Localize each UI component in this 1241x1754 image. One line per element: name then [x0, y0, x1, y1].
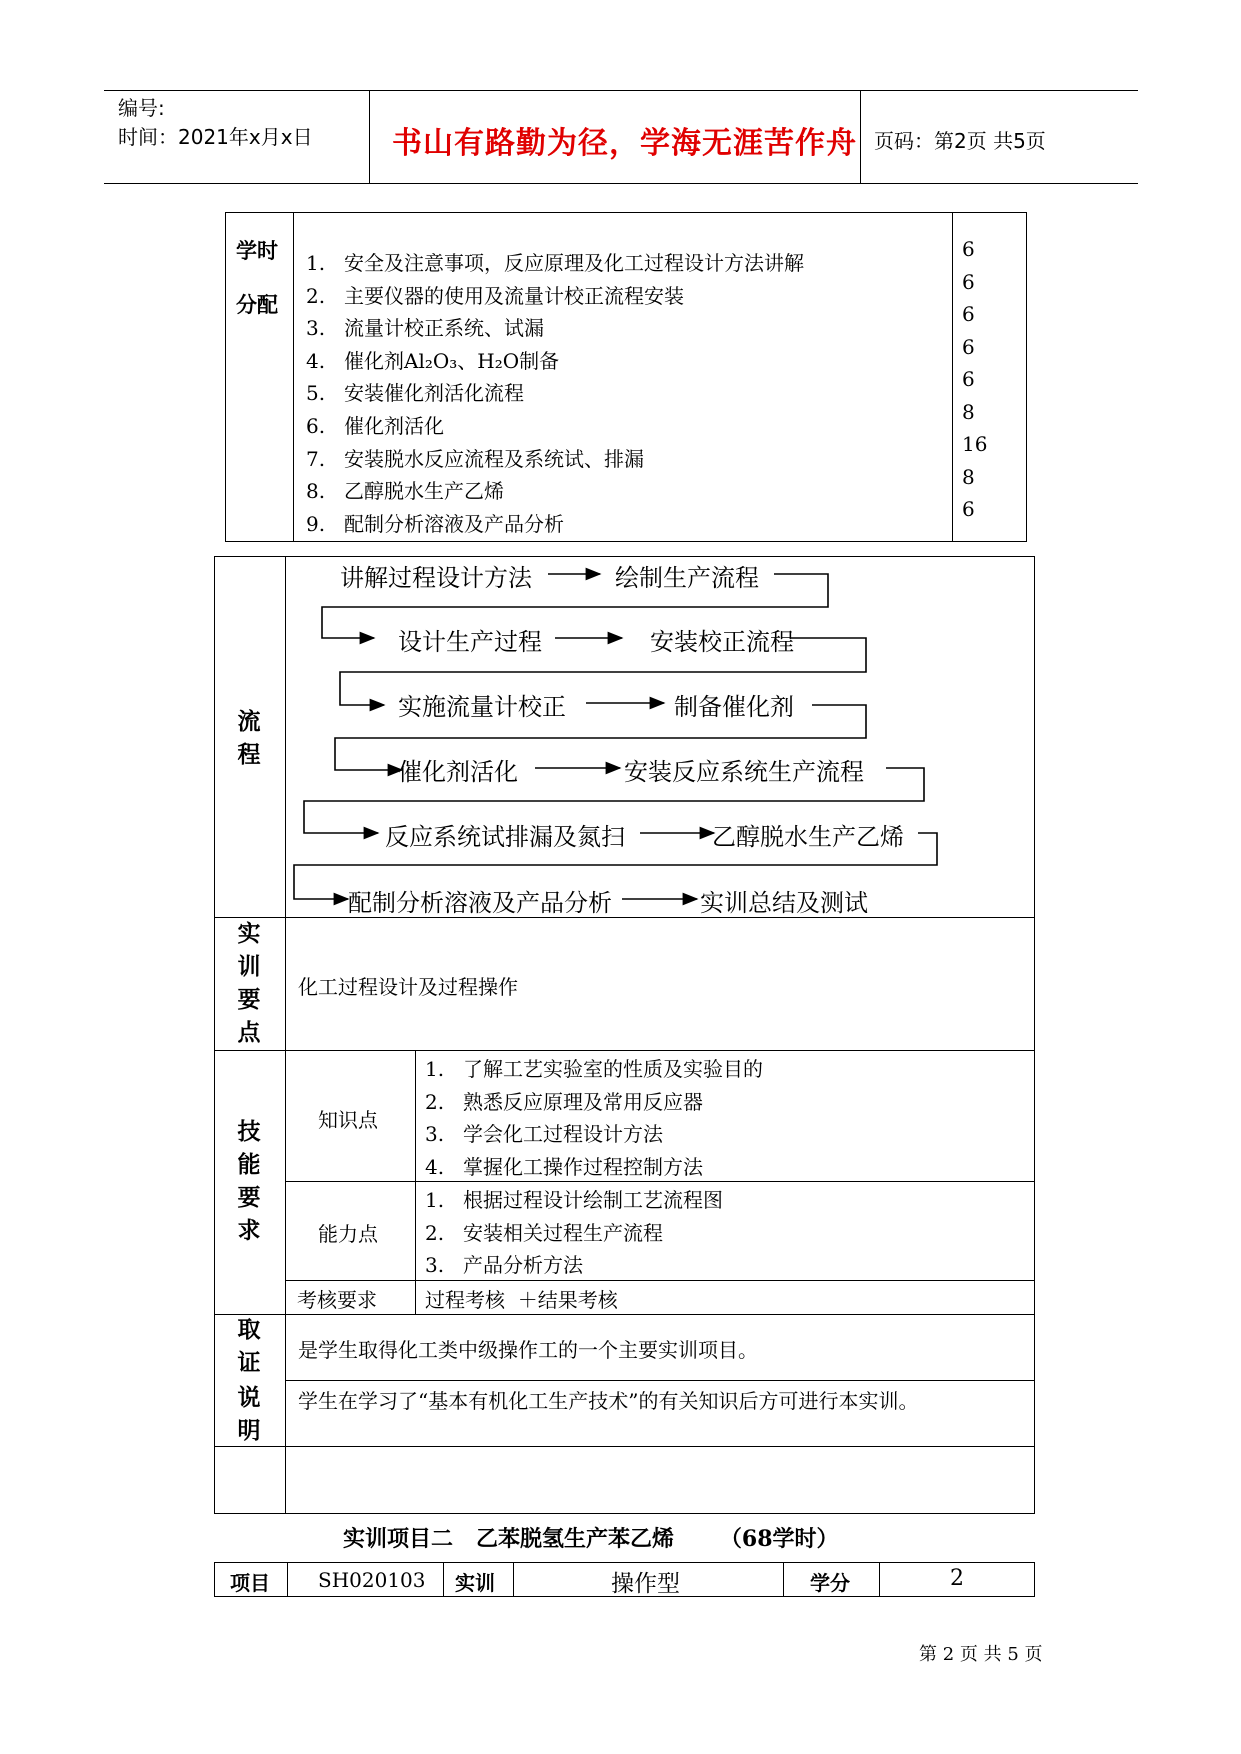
- knowledge-label: 知识点: [318, 1108, 378, 1132]
- hours-value: 6: [962, 367, 975, 391]
- item-number: 9.: [306, 511, 326, 536]
- item-text: 流量计校正系统、试漏: [344, 316, 544, 341]
- hours-value: 8: [962, 464, 975, 489]
- list-item: [425, 1053, 763, 1086]
- project-code: SH020103: [318, 1568, 426, 1592]
- item-text: 催化剂Al₂O₃、H₂O制备: [344, 348, 560, 373]
- document-time-label: 时间：2021年x月x日: [118, 125, 313, 149]
- notes-text: 学生在学习了“基本有机化工生产技术”的有关知识后方可进行本实训。: [298, 1389, 919, 1413]
- certificate-text: 是学生取得化工类中级操作工的一个主要实训项目。: [298, 1338, 758, 1362]
- hours-value: 6: [962, 334, 975, 359]
- label-char: 明: [237, 1418, 261, 1444]
- item-text: 催化剂活化: [344, 413, 444, 438]
- item-number: 3.: [306, 316, 326, 341]
- ability-list: [425, 1184, 723, 1282]
- item-number: 1.: [425, 1057, 445, 1081]
- flow-step: 实训总结及测试: [700, 889, 868, 917]
- label-char: 求: [237, 1218, 261, 1244]
- hours-label-line1: 学时: [236, 239, 278, 263]
- notes-label: [229, 1382, 269, 1448]
- hours-label-line2: 分配: [236, 293, 278, 317]
- item-number: 5.: [306, 381, 326, 406]
- item-text: 安装相关过程生产流程: [463, 1220, 663, 1245]
- assessment-label: 考核要求: [297, 1288, 377, 1312]
- label-char: 点: [237, 1020, 261, 1046]
- project-item-label: 项目: [230, 1571, 270, 1595]
- flow-step: 乙醇脱水生产乙烯: [712, 823, 904, 851]
- label-char: 能: [237, 1152, 261, 1178]
- flow-step: 安装反应系统生产流程: [624, 758, 864, 786]
- label-char: 说: [237, 1385, 261, 1411]
- list-item: [425, 1249, 723, 1282]
- item-text: 安装催化剂活化流程: [344, 381, 524, 406]
- project-credit-label: 学分: [810, 1571, 850, 1595]
- item-number: 1.: [425, 1188, 445, 1212]
- item-number: 3.: [425, 1253, 445, 1277]
- item-number: 4.: [425, 1154, 445, 1179]
- hours-value: 6: [962, 497, 975, 521]
- hours-value: 6: [962, 302, 975, 326]
- document-number-label: 编号:: [118, 96, 165, 120]
- list-item: [425, 1217, 723, 1250]
- knowledge-list: [425, 1053, 763, 1183]
- ability-label: 能力点: [318, 1222, 378, 1246]
- flow-step: 安装校正流程: [650, 628, 794, 656]
- flow-step: 设计生产过程: [398, 628, 542, 656]
- flow-step: 实施流量计校正: [398, 693, 566, 721]
- assessment-text: 过程考核 ＋结果考核: [425, 1288, 618, 1312]
- project-type-value: 操作型: [611, 1571, 680, 1597]
- item-text: 主要仪器的使用及流量计校正流程安装: [344, 283, 684, 308]
- item-text: 掌握化工操作过程控制方法: [463, 1154, 703, 1179]
- item-number: 8.: [306, 479, 326, 504]
- item-text: 了解工艺实验室的性质及实验目的: [463, 1057, 763, 1081]
- flow-step: 讲解过程设计方法: [340, 564, 532, 592]
- label-char: 要: [237, 987, 261, 1013]
- item-number: 2.: [425, 1220, 445, 1245]
- header-motto: 书山有路勤为径，学海无涯苦作舟: [392, 126, 857, 161]
- hours-value: 8: [962, 399, 975, 424]
- certificate-label: [229, 1314, 269, 1380]
- label-char: 证: [237, 1350, 261, 1376]
- list-item: [425, 1184, 723, 1217]
- skills-label: [229, 1116, 269, 1248]
- list-item: [425, 1151, 763, 1184]
- item-text: 乙醇脱水生产乙烯: [344, 479, 504, 504]
- flow-step: 制备催化剂: [674, 693, 794, 721]
- keypoints-label: [229, 918, 269, 1050]
- hours-value: 6: [962, 237, 975, 261]
- item-number: 1.: [306, 251, 326, 275]
- label-char: 实: [237, 921, 261, 947]
- item-text: 配制分析溶液及产品分析: [344, 511, 564, 536]
- item-number: 2.: [425, 1089, 445, 1114]
- page-code-label: 页码：第2页 共5页: [874, 129, 1046, 153]
- label-char: 取: [237, 1317, 261, 1343]
- item-number: 7.: [306, 446, 326, 471]
- item-number: 2.: [306, 283, 326, 308]
- keypoints-text: 化工过程设计及过程操作: [298, 975, 518, 999]
- label-char: 要: [237, 1185, 261, 1211]
- item-number: 6.: [306, 413, 326, 438]
- flow-step: 催化剂活化: [398, 758, 518, 786]
- item-number: 3.: [425, 1122, 445, 1146]
- item-text: 安装脱水反应流程及系统试、排漏: [344, 446, 644, 471]
- item-text: 熟悉反应原理及常用反应器: [463, 1089, 703, 1114]
- flow-label-line2: 程: [237, 742, 261, 768]
- project2-title: 实训项目二 乙苯脱氢生产苯乙烯 （68学时）: [343, 1526, 839, 1552]
- flow-step: 配制分析溶液及产品分析: [348, 889, 612, 917]
- item-text: 根据过程设计绘制工艺流程图: [463, 1188, 723, 1212]
- label-char: 技: [237, 1119, 261, 1145]
- item-text: 产品分析方法: [463, 1253, 583, 1277]
- hours-value: 6: [962, 269, 975, 294]
- flow-step: 绘制生产流程: [615, 564, 759, 592]
- item-text: 学会化工过程设计方法: [463, 1122, 663, 1146]
- label-char: 训: [237, 954, 261, 980]
- project-credit-value: 2: [950, 1566, 964, 1591]
- list-item: [425, 1086, 763, 1119]
- project-type-label: 实训: [455, 1571, 495, 1595]
- page-footer: 第 2 页 共 5 页: [919, 1644, 1043, 1665]
- hours-value: 16: [962, 432, 988, 456]
- list-item: [425, 1118, 763, 1151]
- flow-label-line1: 流: [237, 709, 261, 735]
- item-number: 4.: [306, 348, 326, 373]
- flow-step: 反应系统试排漏及氮扫: [385, 823, 625, 851]
- item-text: 安全及注意事项，反应原理及化工过程设计方法讲解: [344, 251, 804, 275]
